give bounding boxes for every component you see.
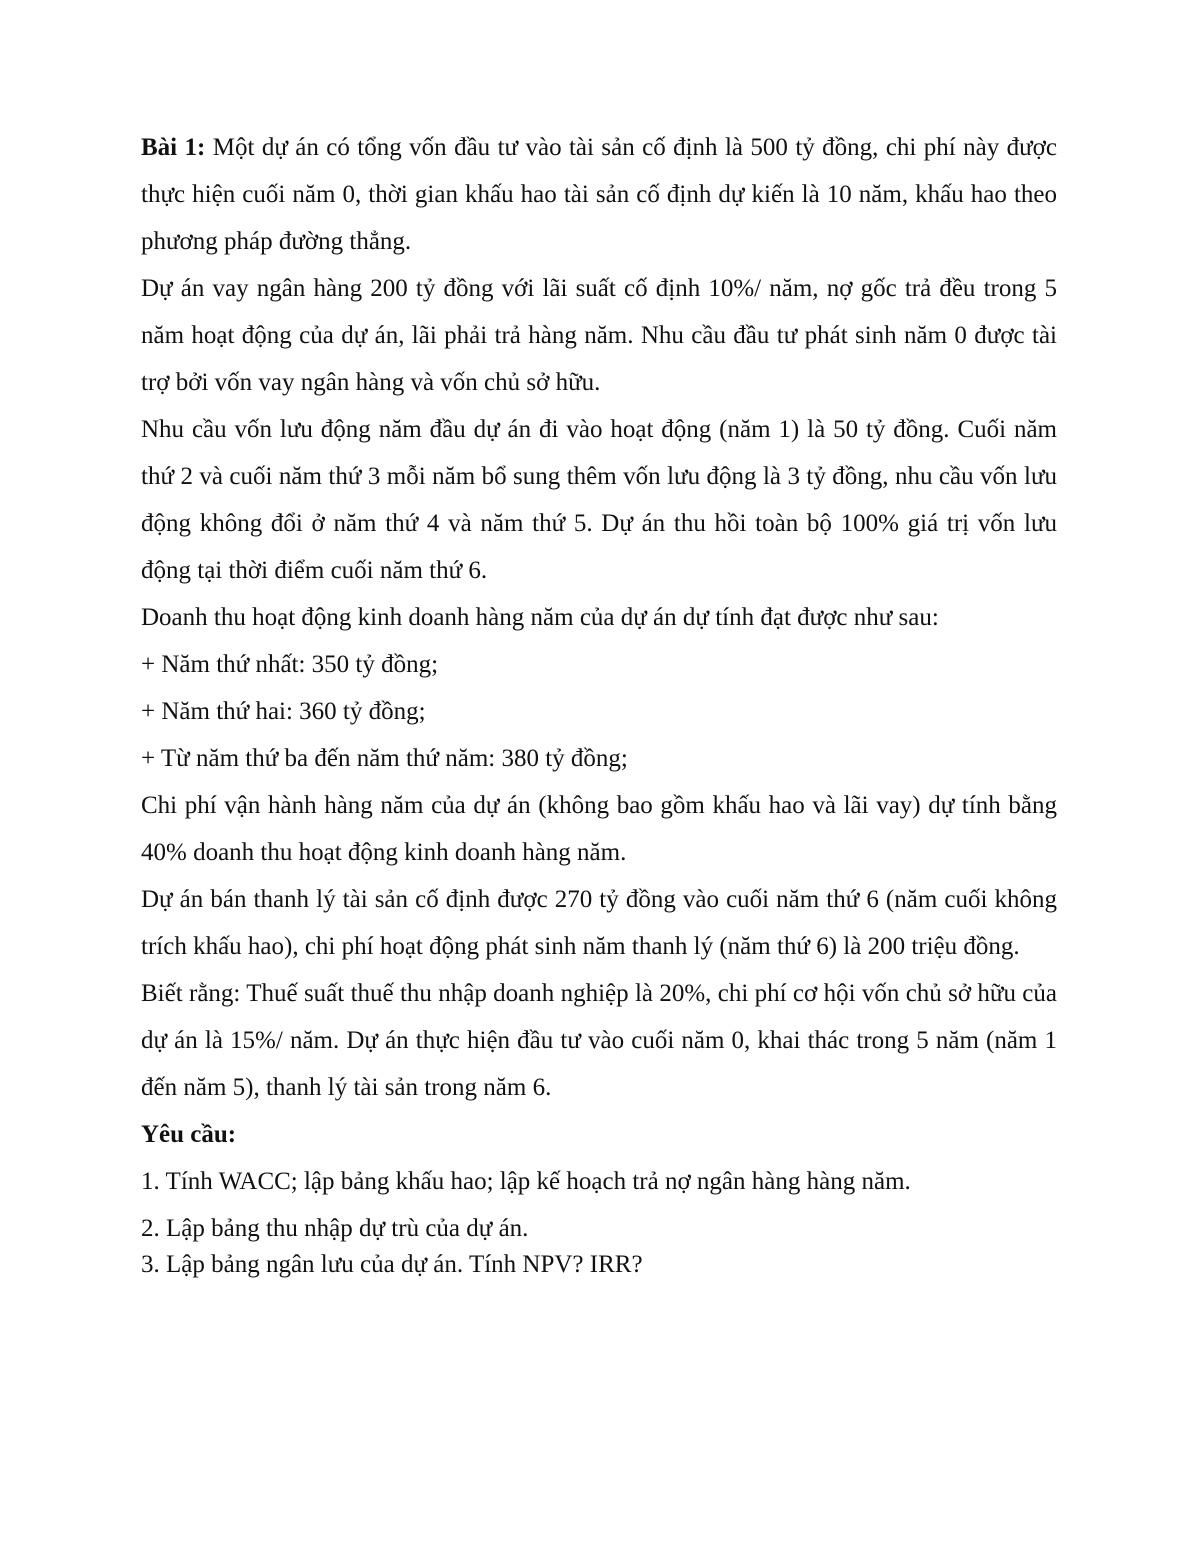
revenue-item: + Năm thứ hai: 360 tỷ đồng; xyxy=(141,698,426,725)
requirements-heading-text: Yêu cầu: xyxy=(141,1121,237,1148)
intro-paragraph xyxy=(141,124,1057,265)
liquidation-paragraph: Dự án bán thanh lý tài sản cố định được 270 tỷ đồng vào cuối năm thứ 6 (năm cuối không trích khấu hao), chi phí hoạt động phát sinh năm thanh lý (năm thứ 6) là 200 triệu đồng. xyxy=(141,886,1057,960)
revenue-item: + Từ năm thứ ba đến năm thứ năm: 380 tỷ đồng; xyxy=(141,745,628,772)
requirements-heading xyxy=(141,1111,1057,1158)
revenue-item: + Năm thứ nhất: 350 tỷ đồng; xyxy=(141,651,439,678)
given-paragraph: Biết rằng: Thuế suất thuế thu nhập doanh nghiệp là 20%, chi phí cơ hội vốn chủ sở hữu của dự án là 15%/ năm. Dự án thực hiện đầu tư vào cuối năm 0, khai thác trong 5 năm (năm 1 đến năm 5), thanh lý tài sản trong năm 6. xyxy=(141,980,1057,1101)
requirement-item: 3. Lập bảng ngân lưu của dự án. Tính NPV? IRR? xyxy=(141,1251,643,1278)
requirement-item: 2. Lập bảng thu nhập dự trù của dự án. xyxy=(141,1215,529,1242)
operating-cost-paragraph: Chi phí vận hành hàng năm của dự án (không bao gồm khấu hao và lãi vay) dự tính bằng 40% doanh thu hoạt động kinh doanh hàng năm. xyxy=(141,792,1057,866)
loan-paragraph: Dự án vay ngân hàng 200 tỷ đồng với lãi suất cố định 10%/ năm, nợ gốc trả đều trong 5 năm hoạt động của dự án, lãi phải trả hàng năm. Nhu cầu đầu tư phát sinh năm 0 được tài trợ bởi vốn vay ngân hàng và vốn chủ sở hữu. xyxy=(141,275,1057,396)
exercise-heading: Bài 1: xyxy=(141,134,206,161)
exercise-body xyxy=(141,124,1057,1283)
requirement-item: 1. Tính WACC; lập bảng khấu hao; lập kế hoạch trả nợ ngân hàng hàng năm. xyxy=(141,1168,911,1195)
intro-text: Một dự án có tổng vốn đầu tư vào tài sản cố định là 500 tỷ đồng, chi phí này được thực hiện cuối năm 0, thời gian khấu hao tài sản cố định dự kiến là 10 năm, khấu hao theo phương pháp đường thẳng. xyxy=(141,134,1057,255)
working-capital-paragraph: Nhu cầu vốn lưu động năm đầu dự án đi vào hoạt động (năm 1) là 50 tỷ đồng. Cuối năm thứ 2 và cuối năm thứ 3 mỗi năm bổ sung thêm vốn lưu động là 3 tỷ đồng, nhu cầu vốn lưu động không đổi ở năm thứ 4 và năm thứ 5. Dự án thu hồi toàn bộ 100% giá trị vốn lưu động tại thời điểm cuối năm thứ 6. xyxy=(141,416,1057,584)
revenue-intro: Doanh thu hoạt động kinh doanh hàng năm của dự án dự tính đạt được như sau: xyxy=(141,604,939,631)
